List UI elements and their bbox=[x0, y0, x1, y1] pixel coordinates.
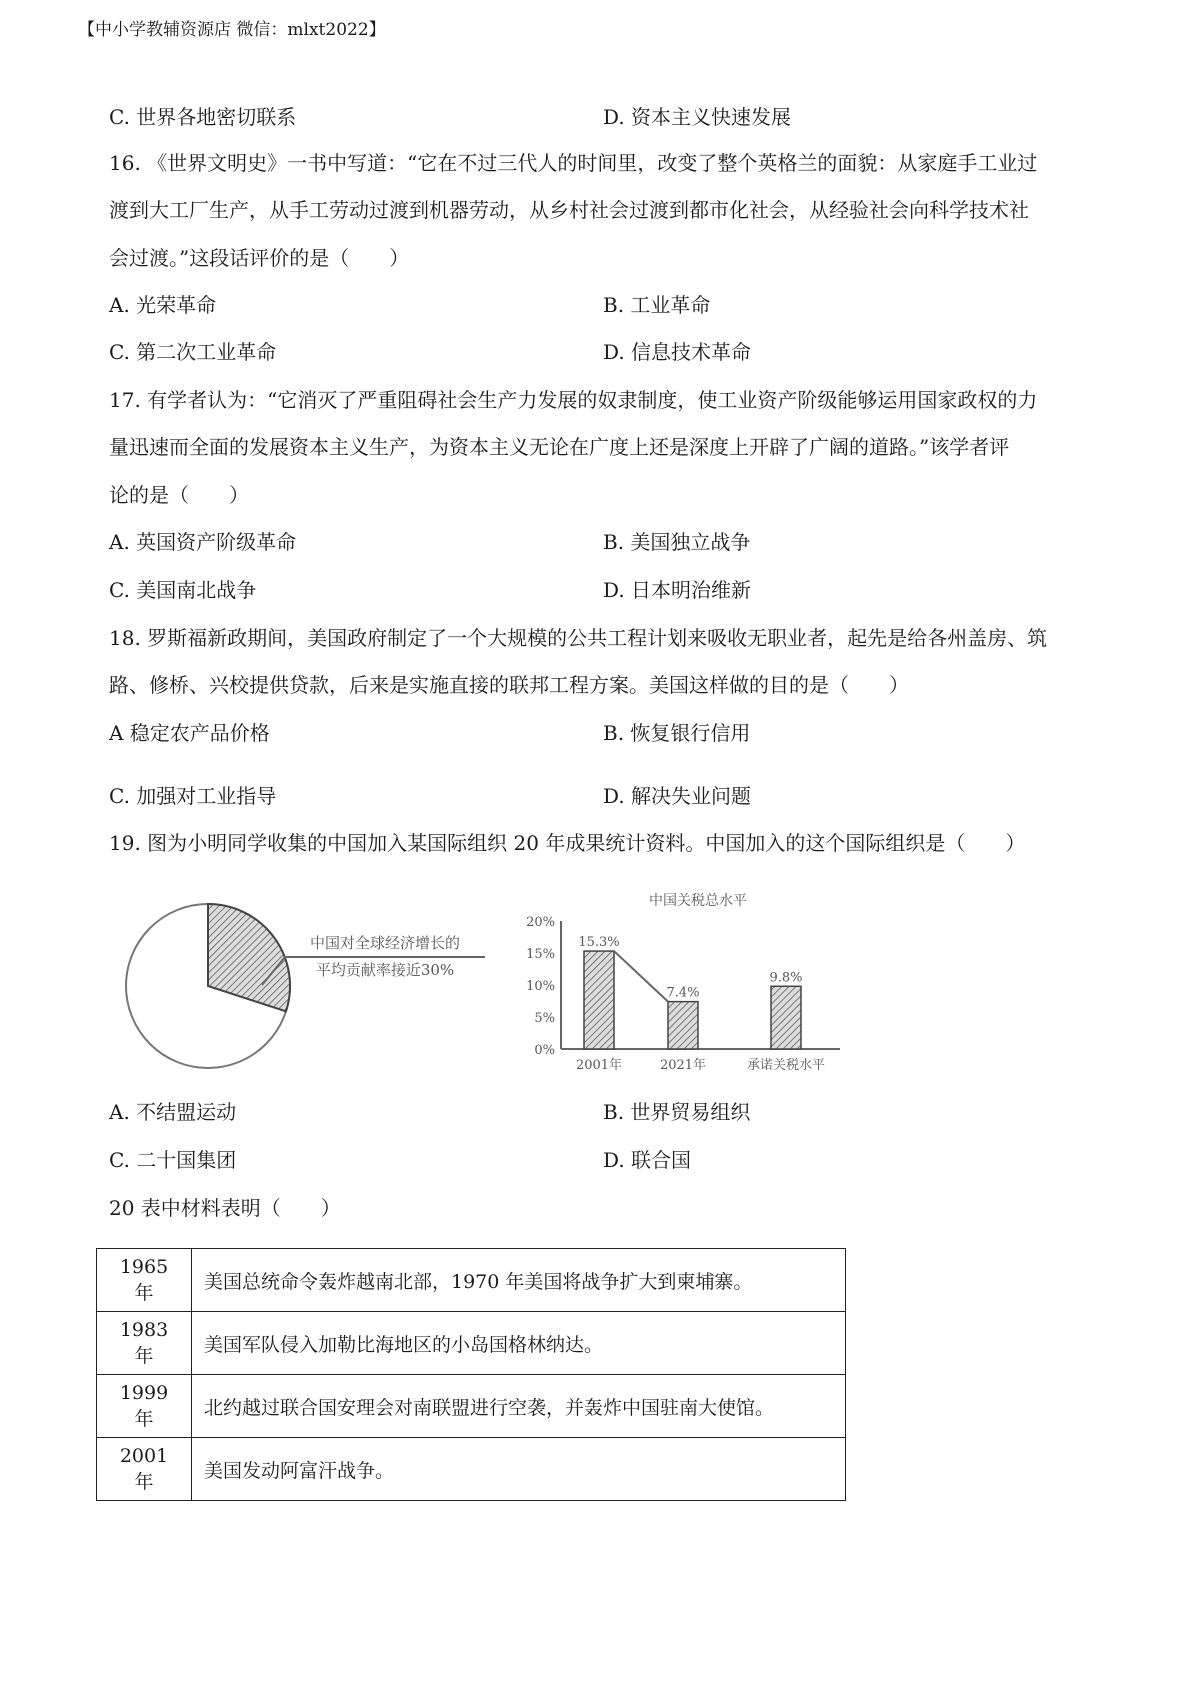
y-tick-label: 20% bbox=[526, 915, 555, 930]
q16-option-a: A. 光荣革命 bbox=[109, 293, 217, 317]
q17-option-a: A. 英国资产阶级革命 bbox=[109, 530, 297, 554]
x-tick-label: 承诺关税水平 bbox=[746, 1058, 826, 1073]
pie-label: 中国对全球经济增长的 bbox=[309, 934, 461, 952]
table-row bbox=[97, 1438, 846, 1501]
q17-line: 17. 有学者认为：“它消灭了严重阻碍社会生产力发展的奴隶制度，使工业资产阶级能够运用国家政权的力 bbox=[109, 388, 1038, 412]
q19-option-d: D. 联合国 bbox=[603, 1148, 692, 1172]
event-cell: 北约越过联合国安理会对南联盟进行空袭，并轰炸中国驻南大使馆。 bbox=[192, 1375, 846, 1438]
q18-option-b: B. 恢复银行信用 bbox=[603, 721, 751, 745]
q19-figure bbox=[0, 880, 900, 1090]
data-label: 15.3% bbox=[578, 935, 620, 951]
q16-line: 16. 《世界文明史》一书中写道：“它在不过三代人的时间里，改变了整个英格兰的面貌：从家庭手工业过 bbox=[109, 151, 1038, 175]
event-cell: 美国总统命令轰炸越南北部，1970 年美国将战争扩大到柬埔寨。 bbox=[192, 1249, 846, 1312]
q17-line: 论的是（ ） bbox=[109, 483, 249, 507]
q17-option-b: B. 美国独立战争 bbox=[603, 530, 751, 554]
bar bbox=[668, 1002, 698, 1049]
year-cell: 1965 年 bbox=[97, 1249, 192, 1312]
event-cell: 美国发动阿富汗战争。 bbox=[192, 1438, 846, 1501]
table-row bbox=[97, 1375, 846, 1438]
data-label: 9.8% bbox=[769, 970, 803, 986]
q18-line: 18. 罗斯福新政期间，美国政府制定了一个大规模的公共工程计划来吸收无职业者，起先是给各州盖房、筑 bbox=[109, 626, 1048, 650]
q18-option-a: A 稳定农产品价格 bbox=[109, 721, 270, 745]
q16-option-b: B. 工业革命 bbox=[603, 293, 711, 317]
q17-option-d: D. 日本明治维新 bbox=[603, 578, 752, 602]
year-cell: 1999 年 bbox=[97, 1375, 192, 1438]
q19-option-b: B. 世界贸易组织 bbox=[603, 1100, 751, 1124]
y-tick-label: 0% bbox=[534, 1043, 555, 1058]
bar bbox=[584, 951, 614, 1049]
q17-line: 量迅速而全面的发展资本主义生产，为资本主义无论在广度上还是深度上开辟了广阔的道路。”该学者评 bbox=[109, 435, 1010, 459]
y-tick-label: 5% bbox=[534, 1011, 555, 1026]
q15-option-d: D. 资本主义快速发展 bbox=[603, 105, 792, 129]
x-tick-label: 2001年 bbox=[575, 1058, 623, 1073]
q18-line: 路、修桥、兴校提供贷款，后来是实施直接的联邦工程方案。美国这样做的目的是（ ） bbox=[109, 673, 909, 697]
y-tick-label: 10% bbox=[526, 979, 555, 994]
q15-option-c: C. 世界各地密切联系 bbox=[109, 105, 297, 129]
q19-option-c: C. 二十国集团 bbox=[109, 1148, 237, 1172]
data-label: 7.4% bbox=[666, 985, 700, 1001]
q16-option-d: D. 信息技术革命 bbox=[603, 340, 752, 364]
year-cell: 1983 年 bbox=[97, 1312, 192, 1375]
q17-option-c: C. 美国南北战争 bbox=[109, 578, 257, 602]
year-cell: 2001 年 bbox=[97, 1438, 192, 1501]
q19-option-a: A. 不结盟运动 bbox=[109, 1100, 237, 1124]
q16-option-c: C. 第二次工业革命 bbox=[109, 340, 277, 364]
q18-option-c: C. 加强对工业指导 bbox=[109, 784, 277, 808]
q20-table bbox=[96, 1248, 846, 1501]
q19-line: 19. 图为小明同学收集的中国加入某国际组织 20 年成果统计资料。中国加入的这个国际组织是（ ） bbox=[109, 831, 1026, 855]
x-tick-label: 2021年 bbox=[659, 1058, 707, 1073]
q18-option-d: D. 解决失业问题 bbox=[603, 784, 752, 808]
table-row bbox=[97, 1249, 846, 1312]
q16-line: 渡到大工厂生产，从手工劳动过渡到机器劳动，从乡村社会过渡到都市化社会，从经验社会向科学技术社 bbox=[109, 198, 1029, 222]
y-tick-label: 15% bbox=[526, 947, 555, 962]
pie-label: 平均贡献率接近30% bbox=[315, 961, 455, 979]
header-watermark: 【中小学教辅资源店 微信：mlxt2022】 bbox=[78, 20, 386, 40]
trend-line bbox=[614, 951, 668, 1002]
bar-chart-title: 中国关税总水平 bbox=[649, 893, 747, 909]
table-row bbox=[97, 1312, 846, 1375]
q16-line: 会过渡。”这段话评价的是（ ） bbox=[109, 246, 410, 270]
bar bbox=[771, 986, 801, 1049]
event-cell: 美国军队侵入加勒比海地区的小岛国格林纳达。 bbox=[192, 1312, 846, 1375]
q20-title: 20 表中材料表明（ ） bbox=[109, 1196, 341, 1220]
